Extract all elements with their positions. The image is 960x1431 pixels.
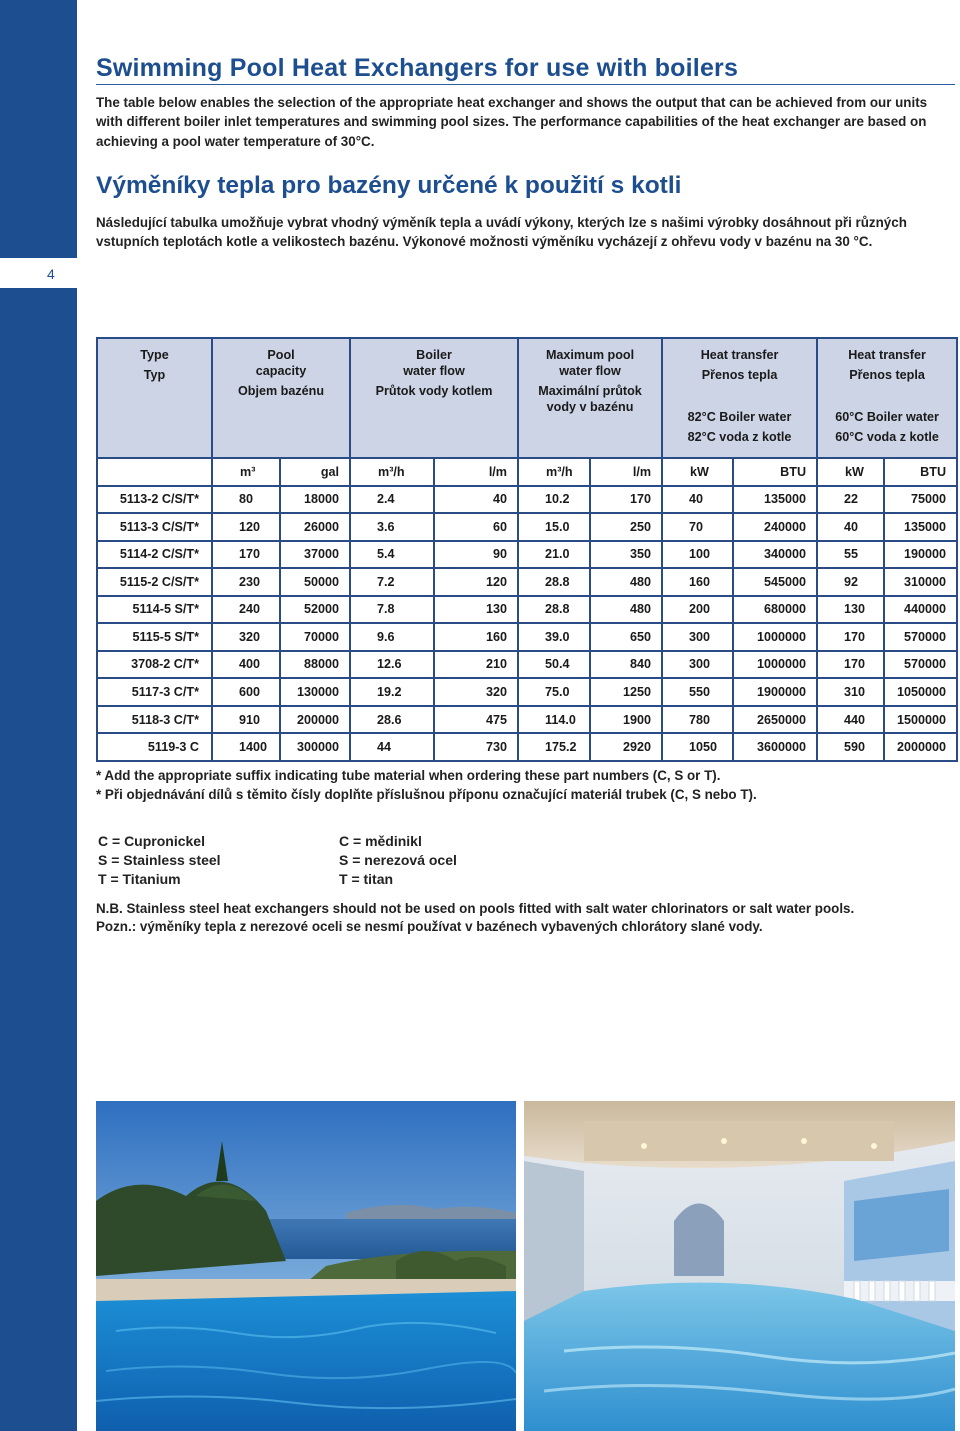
value-cell: 570000 <box>884 651 957 679</box>
spec-table <box>96 337 958 762</box>
value-cell: 1900 <box>590 706 662 734</box>
value-cell: 7.8 <box>350 596 434 624</box>
unit-cell: BTU <box>884 458 957 486</box>
value-cell: 135000 <box>884 513 957 541</box>
note-cz: Pozn.: výměníky tepla z nerezové oceli se nesmí používat v bazénech vybavených chlorátory slané vody. <box>96 919 763 934</box>
value-cell: 545000 <box>733 568 817 596</box>
title-divider <box>96 84 955 85</box>
table-row <box>97 596 957 624</box>
unit-cell: BTU <box>733 458 817 486</box>
value-cell: 1000000 <box>733 623 817 651</box>
table-row <box>97 541 957 569</box>
value-cell: 60 <box>434 513 518 541</box>
value-cell: 130 <box>817 596 884 624</box>
page-title-cz: Výměníky tepla pro bazény určené k použití s kotli <box>96 172 682 199</box>
unit-cell: kW <box>662 458 733 486</box>
value-cell: 120 <box>212 513 280 541</box>
value-cell: 300 <box>662 623 733 651</box>
value-cell: 230 <box>212 568 280 596</box>
value-cell: 300000 <box>280 733 350 761</box>
value-cell: 44 <box>350 733 434 761</box>
value-cell: 1000000 <box>733 651 817 679</box>
table-row <box>97 486 957 514</box>
value-cell: 52000 <box>280 596 350 624</box>
legend-item: T = titan <box>339 871 394 887</box>
value-cell: 250 <box>590 513 662 541</box>
unit-cell: m³/h <box>350 458 434 486</box>
outdoor-pool-illustration <box>96 1101 516 1431</box>
table-row <box>97 678 957 706</box>
page-number: 4 <box>47 266 55 282</box>
indoor-pool-photo <box>524 1101 955 1431</box>
footnote-cz: * Při objednávání dílů s těmito čísly doplňte příslušnou příponu označující materiál trubek (C, S nebo T). <box>96 787 757 802</box>
spec-table-frame <box>96 337 956 762</box>
value-cell: 40 <box>434 486 518 514</box>
header-pool-capacity: Pool capacity Objem bazénu <box>212 338 350 458</box>
value-cell: 170 <box>590 486 662 514</box>
value-cell: 55 <box>817 541 884 569</box>
footnote-en: * Add the appropriate suffix indicating tube material when ordering these part numbers (C, S or T). <box>96 768 721 783</box>
value-cell: 12.6 <box>350 651 434 679</box>
value-cell: 475 <box>434 706 518 734</box>
value-cell: 88000 <box>280 651 350 679</box>
value-cell: 19.2 <box>350 678 434 706</box>
value-cell: 175.2 <box>518 733 590 761</box>
intro-paragraph-en: The table below enables the selection of the appropriate heat exchanger and shows the output that can be achieved from our units with different boiler inlet temperatures and swimming pool sizes. The performance capabilities of the heat exchanger are based on achieving a pool water temperature of 30°C. <box>96 95 928 149</box>
value-cell: 480 <box>590 568 662 596</box>
value-cell: 190000 <box>884 541 957 569</box>
value-cell: 320 <box>434 678 518 706</box>
header-heat-transfer-60: Heat transfer Přenos tepla 60°C Boiler water 60°C voda z kotle <box>817 338 957 458</box>
value-cell: 210 <box>434 651 518 679</box>
model-cell: 5115-2 C/S/T* <box>97 568 212 596</box>
indoor-pool-illustration <box>524 1101 955 1431</box>
unit-cell: m³ <box>212 458 280 486</box>
value-cell: 100 <box>662 541 733 569</box>
model-cell: 5114-5 S/T* <box>97 596 212 624</box>
model-cell: 3708-2 C/T* <box>97 651 212 679</box>
value-cell: 40 <box>817 513 884 541</box>
value-cell: 480 <box>590 596 662 624</box>
value-cell: 21.0 <box>518 541 590 569</box>
value-cell: 1400 <box>212 733 280 761</box>
value-cell: 75.0 <box>518 678 590 706</box>
value-cell: 3.6 <box>350 513 434 541</box>
unit-cell: l/m <box>590 458 662 486</box>
value-cell: 350 <box>590 541 662 569</box>
legend-item: C = mědinikl <box>339 833 422 849</box>
page-number-tab <box>0 258 77 290</box>
value-cell: 240 <box>212 596 280 624</box>
intro-paragraph-cz: Následující tabulka umožňuje vybrat vhodný výměník tepla a uvádí výkony, kterých lze s našimi výrobky dosáhnout při různých vstupních teplotách kotle a velikostech bazénu. Výkonové možnosti výměníku vycházejí z ohřevu vody v bazénu na 30 °C. <box>96 215 907 250</box>
value-cell: 22 <box>817 486 884 514</box>
value-cell: 340000 <box>733 541 817 569</box>
legend-item: T = Titanium <box>98 871 181 887</box>
page-title-en: Swimming Pool Heat Exchangers for use with boilers <box>96 54 739 82</box>
header-type: Type Typ <box>97 338 212 458</box>
model-cell: 5119-3 C <box>97 733 212 761</box>
model-cell: 5118-3 C/T* <box>97 706 212 734</box>
legend-item: C = Cupronickel <box>98 833 205 849</box>
value-cell: 1900000 <box>733 678 817 706</box>
value-cell: 28.8 <box>518 568 590 596</box>
value-cell: 440 <box>817 706 884 734</box>
table-row <box>97 733 957 761</box>
value-cell: 1500000 <box>884 706 957 734</box>
value-cell: 200000 <box>280 706 350 734</box>
value-cell: 570000 <box>884 623 957 651</box>
value-cell: 120 <box>434 568 518 596</box>
value-cell: 9.6 <box>350 623 434 651</box>
value-cell: 1050 <box>662 733 733 761</box>
model-cell: 5113-3 C/S/T* <box>97 513 212 541</box>
value-cell: 910 <box>212 706 280 734</box>
value-cell: 80 <box>212 486 280 514</box>
unit-cell: l/m <box>434 458 518 486</box>
note-en: N.B. Stainless steel heat exchangers should not be used on pools fitted with salt water chlorinators or salt water pools. <box>96 901 855 916</box>
value-cell: 10.2 <box>518 486 590 514</box>
value-cell: 170 <box>817 623 884 651</box>
value-cell: 70000 <box>280 623 350 651</box>
value-cell: 840 <box>590 651 662 679</box>
value-cell: 2.4 <box>350 486 434 514</box>
value-cell: 37000 <box>280 541 350 569</box>
materials-legend-en <box>98 832 221 889</box>
table-row <box>97 706 957 734</box>
value-cell: 160 <box>662 568 733 596</box>
value-cell: 90 <box>434 541 518 569</box>
value-cell: 5.4 <box>350 541 434 569</box>
value-cell: 240000 <box>733 513 817 541</box>
value-cell: 28.6 <box>350 706 434 734</box>
value-cell: 40 <box>662 486 733 514</box>
value-cell: 1250 <box>590 678 662 706</box>
value-cell: 2650000 <box>733 706 817 734</box>
model-cell: 5114-2 C/S/T* <box>97 541 212 569</box>
value-cell: 400 <box>212 651 280 679</box>
value-cell: 70 <box>662 513 733 541</box>
unit-cell: m³/h <box>518 458 590 486</box>
model-cell: 5117-3 C/T* <box>97 678 212 706</box>
value-cell: 590 <box>817 733 884 761</box>
value-cell: 39.0 <box>518 623 590 651</box>
table-row <box>97 568 957 596</box>
units-row <box>97 458 957 486</box>
value-cell: 440000 <box>884 596 957 624</box>
value-cell: 26000 <box>280 513 350 541</box>
table-row <box>97 623 957 651</box>
header-boiler-flow: Boiler water flow Průtok vody kotlem <box>350 338 518 458</box>
value-cell: 130 <box>434 596 518 624</box>
value-cell: 600 <box>212 678 280 706</box>
unit-cell: gal <box>280 458 350 486</box>
value-cell: 300 <box>662 651 733 679</box>
value-cell: 2920 <box>590 733 662 761</box>
header-heat-transfer-82: Heat transfer Přenos tepla 82°C Boiler water 82°C voda z kotle <box>662 338 817 458</box>
sidebar-band <box>0 0 77 1431</box>
value-cell: 2000000 <box>884 733 957 761</box>
value-cell: 50000 <box>280 568 350 596</box>
value-cell: 310000 <box>884 568 957 596</box>
value-cell: 730 <box>434 733 518 761</box>
value-cell: 170 <box>817 651 884 679</box>
model-cell: 5115-5 S/T* <box>97 623 212 651</box>
value-cell: 15.0 <box>518 513 590 541</box>
model-cell: 5113-2 C/S/T* <box>97 486 212 514</box>
materials-legend-cz <box>339 832 457 889</box>
value-cell: 130000 <box>280 678 350 706</box>
value-cell: 92 <box>817 568 884 596</box>
value-cell: 135000 <box>733 486 817 514</box>
header-max-pool-flow: Maximum pool water flow Maximální průtok vody v bazénu <box>518 338 662 458</box>
value-cell: 3600000 <box>733 733 817 761</box>
value-cell: 160 <box>434 623 518 651</box>
value-cell: 200 <box>662 596 733 624</box>
value-cell: 550 <box>662 678 733 706</box>
value-cell: 310 <box>817 678 884 706</box>
outdoor-pool-photo <box>96 1101 516 1431</box>
value-cell: 7.2 <box>350 568 434 596</box>
value-cell: 320 <box>212 623 280 651</box>
value-cell: 114.0 <box>518 706 590 734</box>
value-cell: 28.8 <box>518 596 590 624</box>
units-blank <box>97 458 212 486</box>
value-cell: 680000 <box>733 596 817 624</box>
value-cell: 650 <box>590 623 662 651</box>
legend-item: S = Stainless steel <box>98 852 221 868</box>
value-cell: 50.4 <box>518 651 590 679</box>
value-cell: 75000 <box>884 486 957 514</box>
value-cell: 1050000 <box>884 678 957 706</box>
value-cell: 780 <box>662 706 733 734</box>
table-row <box>97 513 957 541</box>
value-cell: 18000 <box>280 486 350 514</box>
legend-item: S = nerezová ocel <box>339 852 457 868</box>
table-row <box>97 651 957 679</box>
unit-cell: kW <box>817 458 884 486</box>
value-cell: 170 <box>212 541 280 569</box>
